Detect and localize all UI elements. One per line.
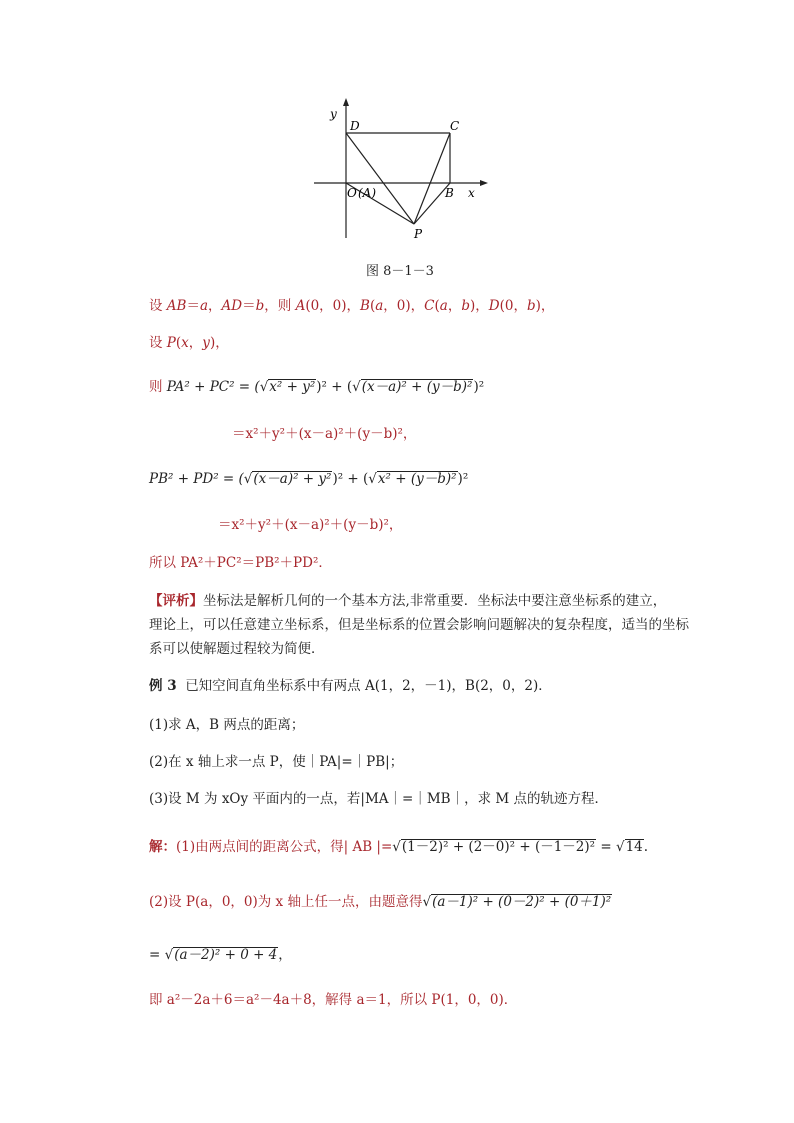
radical-r2: (x－a)² + (y－b)² [361,379,473,395]
set-p-line: 设 P(x，y)， [149,335,229,351]
question-2: (2)在 x 轴上求一点 P，使｜PA|=｜PB|； [149,754,404,770]
label-a: (A) [358,186,377,200]
x-axis-arrow [480,180,488,186]
setup-line: 设 AB＝a，AD＝b，则 A(0，0)，B(a，0)，C(a，b)，D(0，b)， [149,298,555,314]
radical-r1: x² + y² [269,379,316,395]
radical-r4: x² + (y－b)² [377,471,457,487]
solution-part-1: 解：(1)由两点间的距离公式，得| AB |=√(1－2)² + (2－0)² + (－1－2)² = √14. [149,839,649,855]
coordinate-figure [308,96,498,244]
figure-diagram [308,96,498,244]
radical-pa: (a－1)² + (0－2)² + (0＋1)² [432,894,612,910]
conclusion-line: 所以 PA²＋PC²＝PB²＋PD²． [149,555,332,571]
segment-dp [346,133,414,224]
comment-label: 【评析】 [149,593,203,609]
solution-label: 解： [149,839,176,855]
equation-2-result: ＝x²＋y²＋(x－a)²＋(y－b)²， [218,517,403,533]
equation-pb-pd: PB² + PD² = (√(x－a)² + y²)² + (√x² + (y－b)²)² [149,471,469,487]
y-axis-arrow [343,98,349,106]
radical-answer: 14 [625,839,643,855]
radical-r3: (x－a)² + y² [253,471,332,487]
question-3: (3)设 M 为 xOy 平面内的一点，若|MA｜=｜MB｜，求 M 点的轨迹方程． [149,791,608,807]
solution-part-2b: = √(a－2)² + 0 + 4， [149,947,292,963]
solution-part-2: (2)设 P(a，0，0)为 x 轴上任一点，由题意得√(a－1)² + (0－2)² + (0＋1)² [149,894,612,910]
label-y: y [330,107,337,121]
label-o: O [347,186,357,200]
label-b: B [445,186,454,200]
equation-1-result: ＝x²＋y²＋(x－a)²＋(y－b)²， [232,426,417,442]
label-d: D [350,119,360,133]
question-1: (1)求 A，B 两点的距离； [149,717,305,733]
example-heading: 例 3 已知空间直角坐标系中有两点 A(1，2，－1)，B(2，0，2)． [149,678,552,694]
example-label: 例 3 [149,678,177,694]
label-p: P [414,227,423,241]
label-x: x [468,186,475,200]
segment-cp [414,133,450,224]
label-c: C [450,119,460,133]
radical-pb: (a－2)² + 0 + 4 [174,947,278,963]
comment-line-2: 理论上，可以任意建立坐标系，但是坐标系的位置会影响问题解决的复杂程度，适当的坐标 [149,617,689,633]
equation-pa-pc: 则 PA² + PC² = (√x² + y²)² + (√(x－a)² + (y－b)²)² [149,379,485,395]
comment-line-1: 【评析】坐标法是解析几何的一个基本方法,非常重要．坐标法中要注意坐标系的建立， [149,593,667,609]
comment-line-3: 系可以使解题过程较为简便． [149,641,325,657]
radical-distance: (1－2)² + (2－0)² + (－1－2)² [401,839,596,855]
solution-part-2c: 即 a²－2a＋6＝a²－4a＋8，解得 a＝1，所以 P(1，0，0)． [149,992,518,1008]
figure-caption: 图 8－1－3 [366,264,434,279]
